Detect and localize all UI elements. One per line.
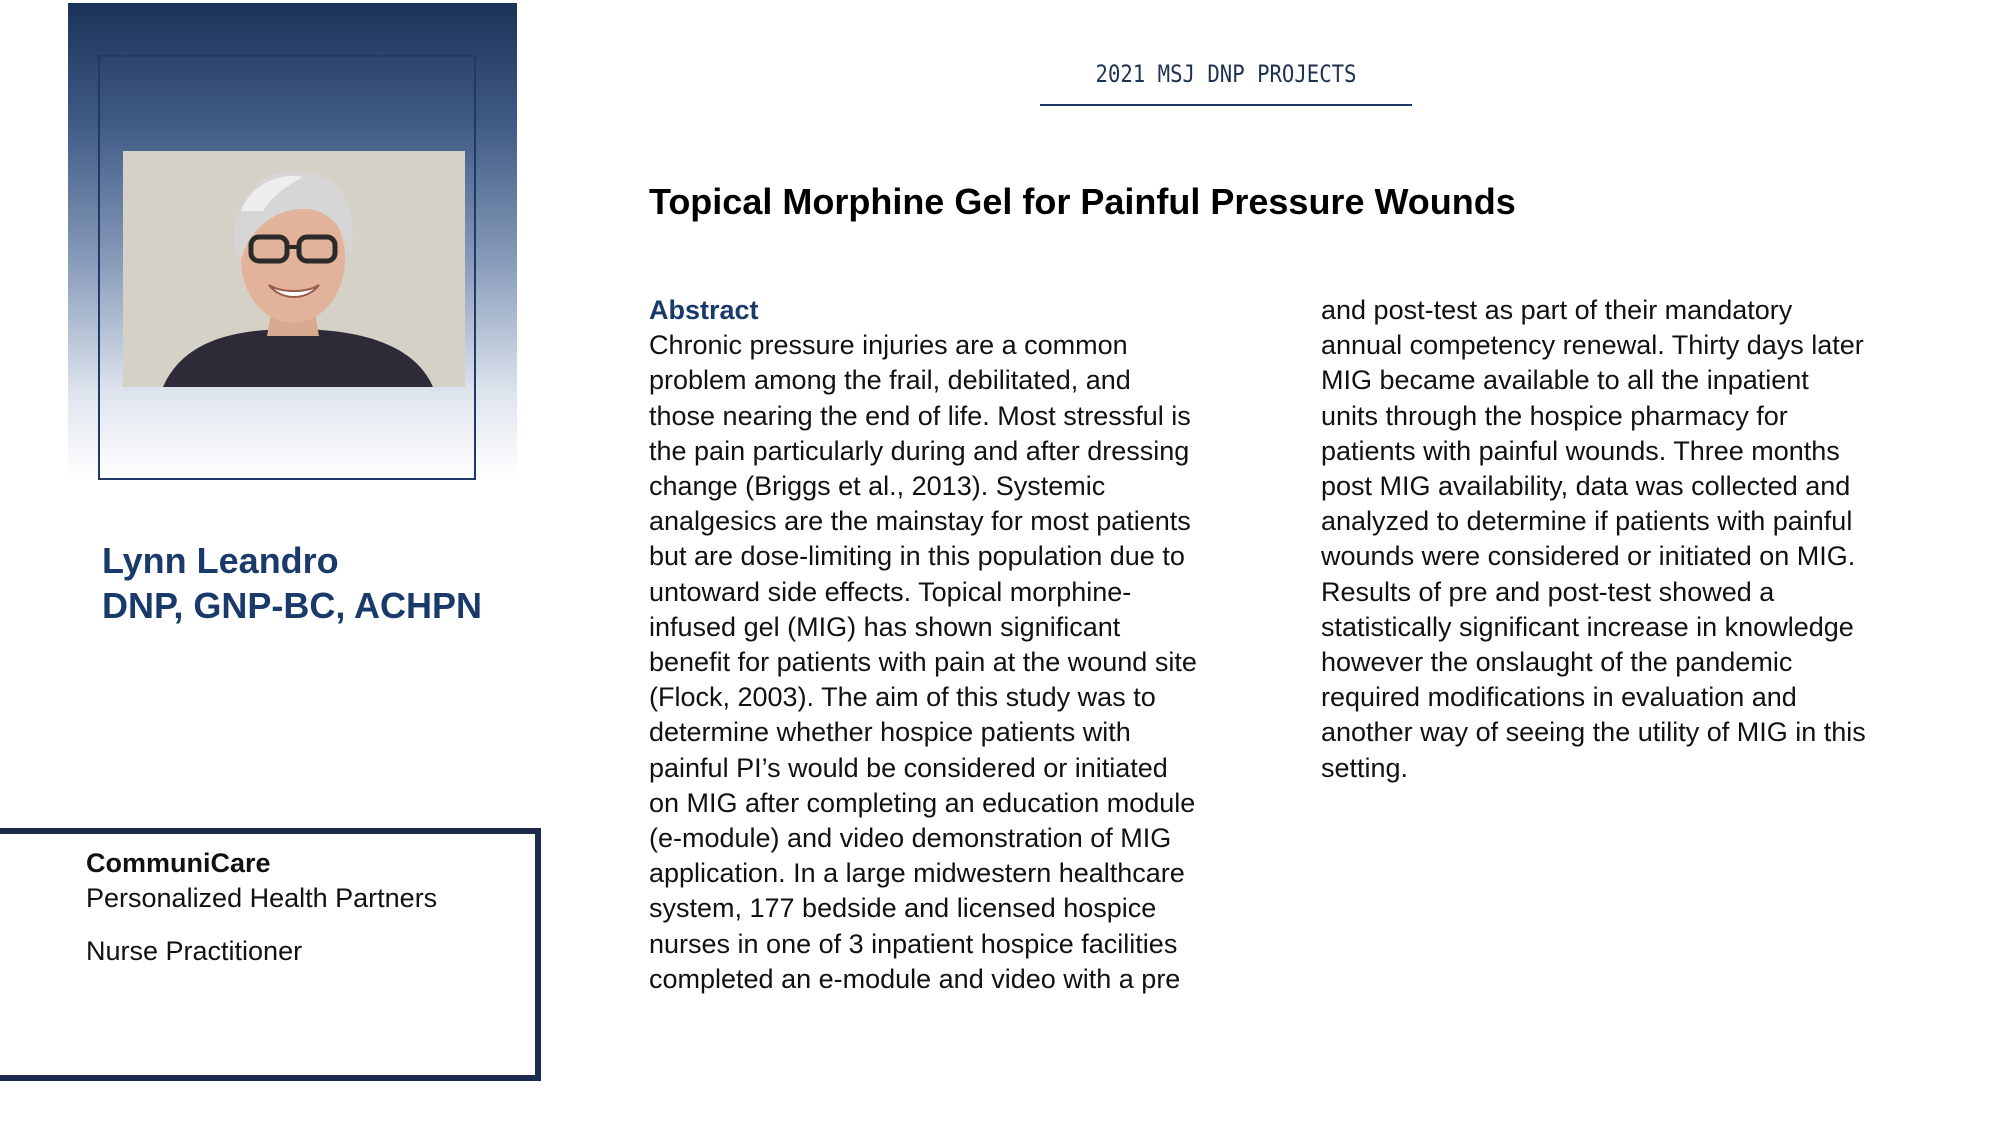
abstract-text-right: [1321, 293, 1961, 786]
series-underline: [1040, 104, 1412, 106]
abstract-line: completed an e-module and video with a pre: [649, 963, 1181, 994]
abstract-line: the pain particularly during and after dressing: [649, 435, 1190, 466]
abstract-line: (Flock, 2003). The aim of this study was to: [649, 682, 1156, 713]
abstract-line: required modifications in evaluation and: [1321, 682, 1797, 713]
abstract-line: annual competency renewal. Thirty days later: [1321, 330, 1864, 361]
abstract-text-left: [649, 328, 1259, 997]
abstract-line: patients with painful wounds. Three months: [1321, 435, 1840, 466]
abstract-line: infused gel (MIG) has shown significant: [649, 611, 1121, 642]
abstract-line: benefit for patients with pain at the wound site: [649, 647, 1197, 678]
series-label: 2021 MSJ DNP PROJECTS: [1095, 60, 1357, 88]
presenter-photo-illustration: [123, 151, 465, 387]
abstract-line: (e-module) and video demonstration of MIG: [649, 823, 1172, 854]
abstract-line: post MIG availability, data was collected and: [1321, 471, 1851, 502]
abstract-line: and post-test as part of their mandatory: [1321, 295, 1793, 325]
abstract-heading: Abstract: [649, 295, 759, 325]
abstract-column-right: [1321, 293, 1961, 786]
presenter-name-block: [102, 538, 522, 628]
abstract-line: but are dose-limiting in this population due to: [649, 541, 1185, 572]
abstract-line: untoward side effects. Topical morphine-: [649, 576, 1132, 607]
abstract-column-left: [649, 293, 1259, 997]
organization-info: [86, 846, 516, 969]
abstract-line: analgesics are the mainstay for most patients: [649, 506, 1191, 537]
abstract-line: application. In a large midwestern healthcare: [649, 858, 1185, 889]
abstract-line: Results of pre and post-test showed a: [1321, 576, 1775, 607]
abstract-line: units through the hospice pharmacy for: [1321, 400, 1788, 431]
abstract-line: setting.: [1321, 752, 1409, 783]
presenter-name: Lynn Leandro: [102, 540, 339, 581]
project-title: Topical Morphine Gel for Painful Pressure Wounds: [649, 181, 1516, 222]
abstract-line: problem among the frail, debilitated, and: [649, 365, 1131, 396]
abstract-line: on MIG after completing an education module: [649, 787, 1196, 818]
presenter-photo: [123, 151, 465, 387]
abstract-line: analyzed to determine if patients with painful: [1321, 506, 1853, 537]
presenter-credentials: DNP, GNP-BC, ACHPN: [102, 585, 483, 626]
abstract-line: another way of seeing the utility of MIG in this: [1321, 717, 1866, 748]
abstract-line: painful PI’s would be considered or initiated: [649, 752, 1168, 783]
presenter-role: Nurse Practitioner: [86, 936, 303, 966]
abstract-line: nurses in one of 3 inpatient hospice facilities: [649, 928, 1178, 959]
abstract-line: wounds were considered or initiated on MIG.: [1321, 541, 1856, 572]
abstract-line: statistically significant increase in knowledge: [1321, 611, 1854, 642]
organization-subtitle: Personalized Health Partners: [86, 883, 438, 913]
organization-name: CommuniCare: [86, 848, 271, 878]
abstract-line: determine whether hospice patients with: [649, 717, 1131, 748]
abstract-line: change (Briggs et al., 2013). Systemic: [649, 471, 1106, 502]
abstract-line: MIG became available to all the inpatient: [1321, 365, 1809, 396]
abstract-line: Chronic pressure injuries are a common: [649, 330, 1128, 361]
abstract-line: however the onslaught of the pandemic: [1321, 647, 1793, 678]
abstract-line: system, 177 bedside and licensed hospice: [649, 893, 1157, 924]
abstract-line: those nearing the end of life. Most stressful is: [649, 400, 1191, 431]
